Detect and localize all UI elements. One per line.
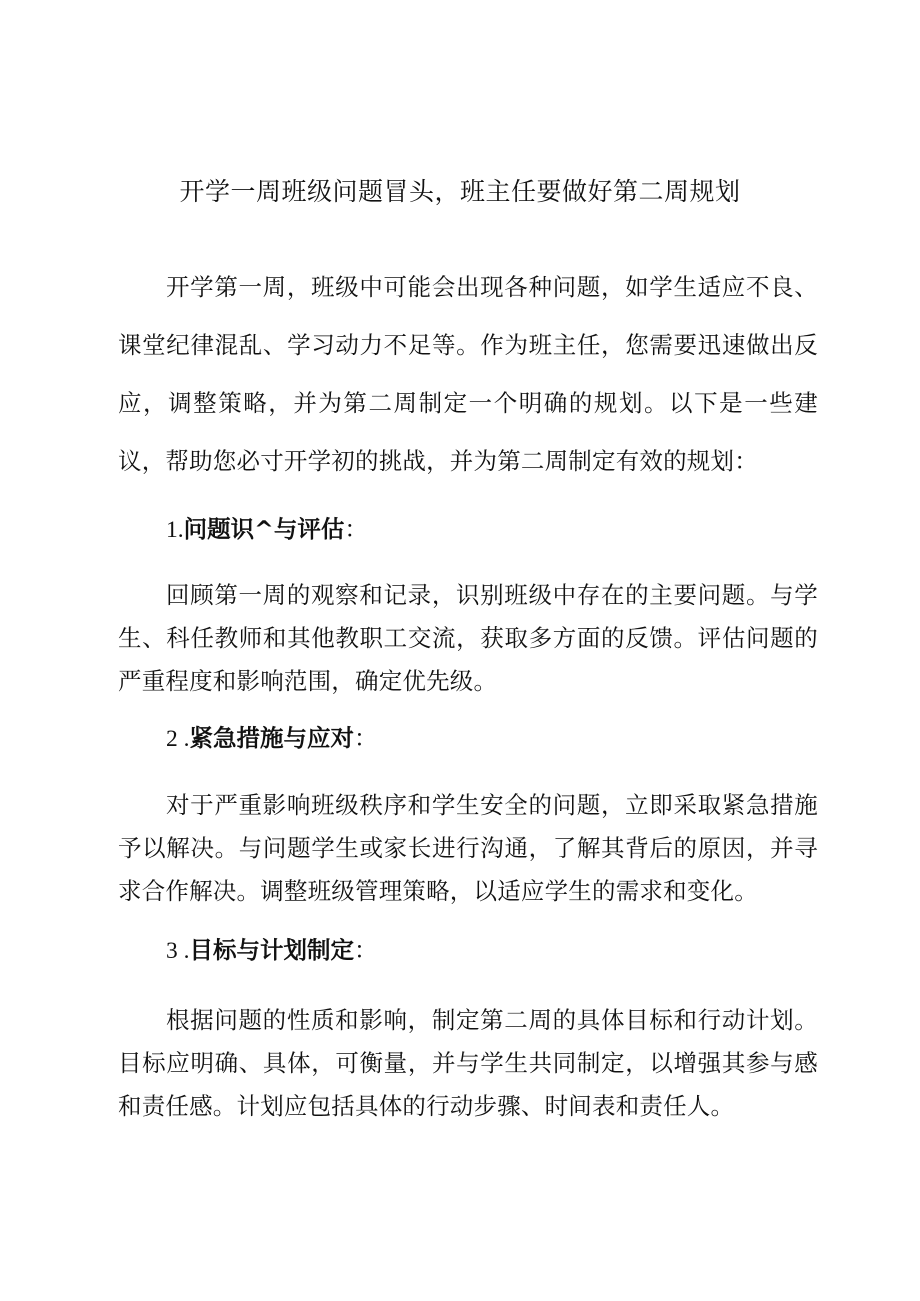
section-body-1: 回顾第一周的观察和记录，识别班级中存在的主要问题。与学生、科任教师和其他教职工交流，获取多方面的反馈。评估问题的严重程度和影响范围，确定优先级。 [118, 581, 818, 695]
section-title-2: 紧急措施与应对 [189, 724, 354, 752]
section-number-3: 3 . [166, 938, 190, 964]
section-title-3: 目标与计划制定 [189, 936, 354, 964]
document-title: 开学一周班级问题冒头，班主任要做好第二周规划 [179, 177, 741, 206]
section-heading-3 [166, 930, 378, 971]
section-number-2: 2 . [166, 726, 190, 752]
section-body-3: 根据问题的性质和影响，制定第二周的具体目标和行动计划。目标应明确、具体，可衡量，并与学生共同制定，以增强其参与感和责任感。计划应包括具体的行动步骤、时间表和责任人。 [118, 1006, 818, 1120]
section-title-1: 问题识^与评估 [183, 515, 345, 543]
section-colon-1: ： [344, 515, 368, 543]
section-heading-2 [166, 718, 378, 759]
section-number-1: 1. [166, 517, 184, 543]
section-body-2: 对于严重影响班级秩序和学生安全的问题，立即采取紧急措施予以解决。与问题学生或家长进行沟通，了解其背后的原因，并寻求合作解决。调整班级管理策略，以适应学生的需求和变化。 [118, 791, 818, 905]
section-colon-3: ： [354, 936, 378, 964]
intro-paragraph: 开学第一周，班级中可能会出现各种问题，如学生适应不良、课堂纪律混乱、学习动力不足等。作为班主任，您需要迅速做出反应，调整策略，并为第二周制定一个明确的规划。以下是一些建议，帮助您必寸开学初的挑战，并为第二周制定有效的规划： [118, 273, 818, 475]
section-heading-1 [166, 509, 368, 550]
section-colon-2: ： [354, 724, 378, 752]
